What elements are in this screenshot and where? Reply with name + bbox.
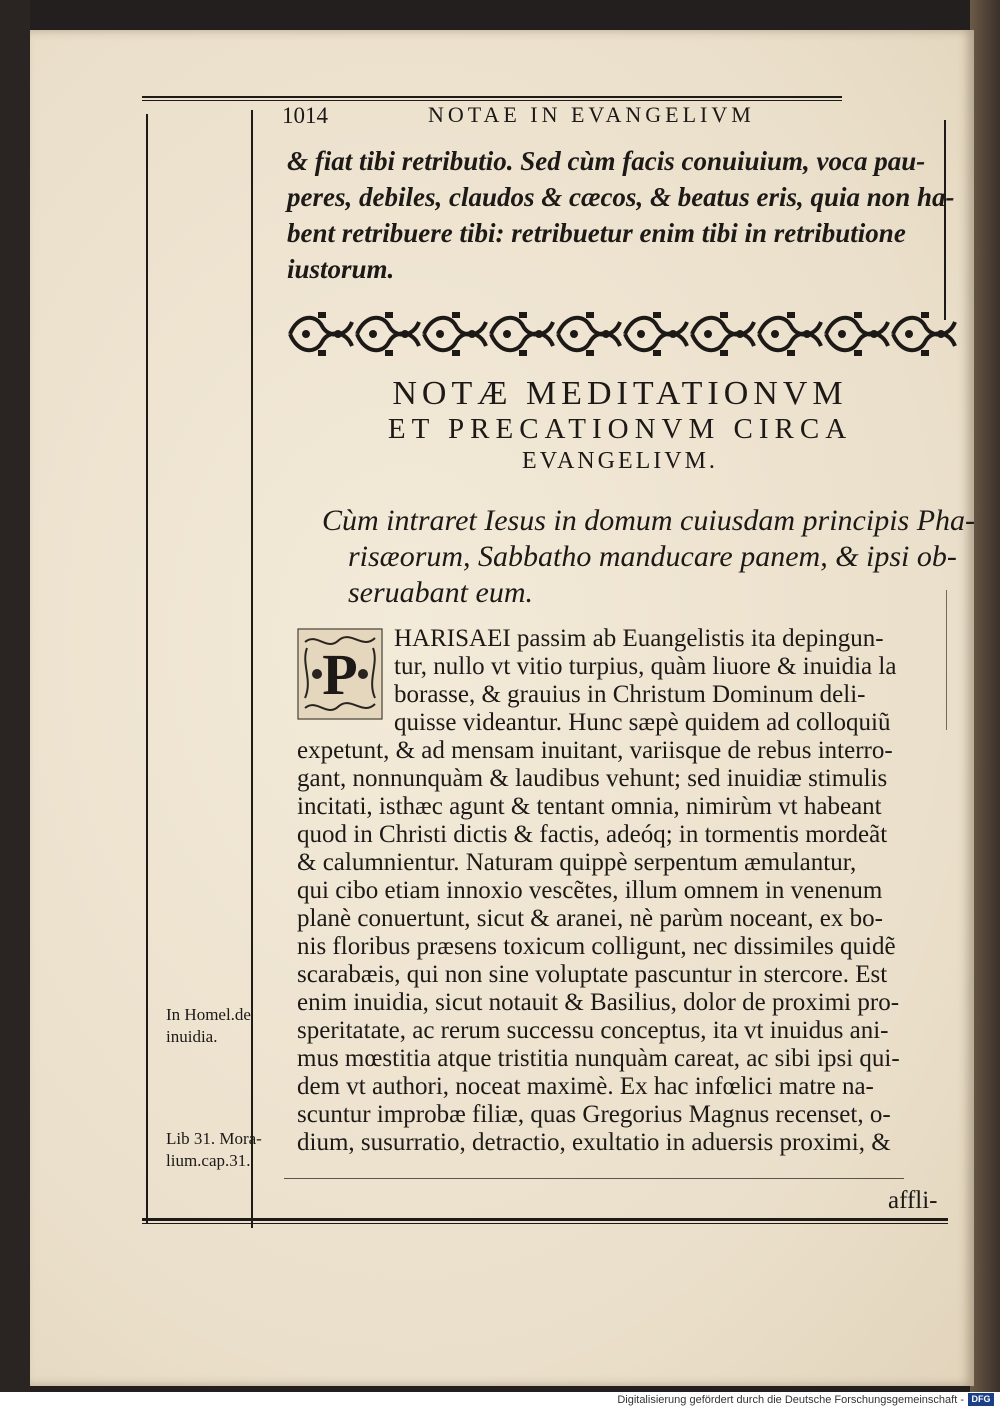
body-line: enim inuidia, sicut notauit & Basilius, dolor de proximi pro- [297,989,900,1016]
verse-line: seruabant eum. [348,576,533,609]
margin-note-line: inuidia. [166,1027,218,1046]
scan-border-left [0,0,30,1392]
page-number: 1014 [282,103,328,128]
body-line: quod in Christi dictis & factis, adeóq; in tormentis mordeãt [297,821,888,848]
running-title: NOTAE IN EVANGELIVM [428,102,755,127]
bottom-double-rule [142,1218,948,1221]
decorated-initial [297,628,383,720]
body-line: qui cibo etiam innoxio vescẽtes, illum omnem in venenum [297,877,883,904]
body-line: incitati, isthæc agunt & tentant omnia, nimirùm vt habeant [297,793,882,820]
margin-frame-left [146,114,148,1224]
body-line: scuntur improbæ filiæ, quas Gregorius Magnus recenset, o- [297,1101,891,1128]
continuation-line: iustorum. [287,254,395,284]
verse-line: Cùm intraret Iesus in domum cuiusdam principis Pha- [322,504,976,537]
dfg-logo: DFG [968,1393,994,1406]
book-page [30,30,974,1386]
text-frame-right-lower [946,590,947,730]
initial-letter: P [322,642,358,707]
ornamental-border [288,308,962,360]
section-heading-line1: NOTÆ MEDITATIONVM [392,375,848,412]
bottom-rule [284,1178,904,1179]
body-line: HARISAEI passim ab Euangelistis ita depingun- [394,625,884,652]
digitization-credit: Digitalisierung gefördert durch die Deutsche Forschungsgemeinschaft - [617,1394,964,1406]
continuation-line: bent retribuere tibi: retribuetur enim tibi in retributione [287,218,906,248]
verse-line: risæorum, Sabbatho manducare panem, & ipsi ob- [348,540,957,573]
scan-border-right [970,0,1000,1392]
body-line: speritatate, ac rerum successu conceptus, ita vt inuidus ani- [297,1017,889,1044]
body-line: dem vt authori, noceat maximè. Ex hac infœlici matre na- [297,1073,874,1100]
margin-note-line: lium.cap.31. [166,1151,251,1170]
margin-note-line: Lib 31. Mora- [166,1129,262,1148]
body-line: mus mœstitia atque tristitia nunquàm careat, ac sibi ipsi qui- [297,1045,900,1072]
body-line: scarabæis, qui non sine voluptate pascuntur in stercore. Est [297,961,888,988]
body-line: & calumnientur. Naturam quippè serpentum æmulantur, [297,849,857,876]
body-line: expetunt, & ad mensam inuitant, variisque de rebus interro- [297,737,893,764]
text-frame-left [251,110,253,1228]
body-line: planè conuertunt, sicut & aranei, nè parùm noceant, ex bo- [297,905,883,932]
body-line: borasse, & grauius in Christum Dominum deli- [394,681,866,708]
bottom-double-rule-thin [142,1223,948,1224]
section-heading-line2: ET PRECATIONVM CIRCA [387,413,853,445]
continuation-line: & fiat tibi retributio. Sed cùm facis conuiuium, voca pau- [287,146,926,176]
catchword: affli- [888,1187,938,1214]
continuation-line: peres, debiles, claudos & cæcos, & beatus eris, quia non ha- [287,182,955,212]
top-rule-thin [142,100,842,101]
margin-note [166,1004,251,1048]
top-rule [142,96,842,98]
body-line: nis floribus præsens toxicum colligunt, nec dissimiles quidẽ [297,933,896,960]
text-frame-right [944,120,946,320]
section-heading-line3: EVANGELIVM. [522,448,718,474]
body-line: gant, nonnunquàm & laudibus vehunt; sed inuidiæ stimulis [297,765,888,792]
body-line: tur, nullo vt vitio turpius, quàm liuore & inuidia la [394,653,897,680]
body-line: dium, susurratio, detractio, exultatio in aduersis proximi, & [297,1129,891,1156]
margin-note [166,1128,262,1172]
margin-note-line: In Homel.de [166,1005,251,1024]
body-line: quisse videantur. Hunc sæpè quidem ad colloquiũ [394,709,891,736]
